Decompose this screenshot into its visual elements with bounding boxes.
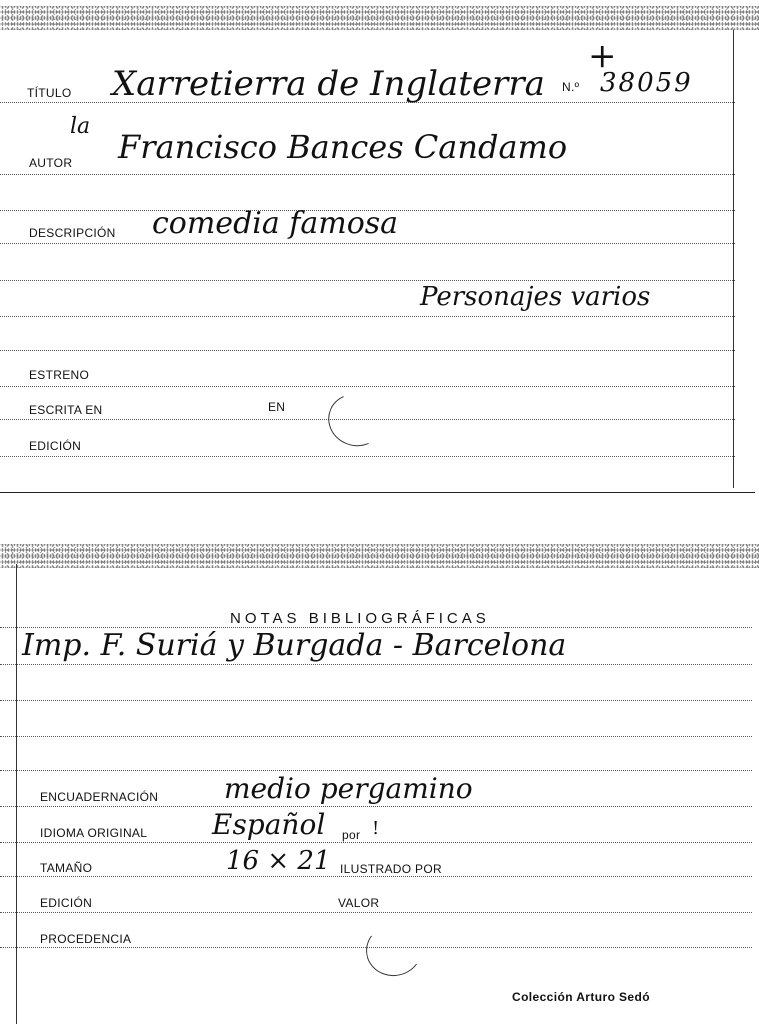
tamano-value: 16 × 21 xyxy=(226,846,331,876)
card-top-edge xyxy=(0,6,759,30)
escrita-label: ESCRITA EN xyxy=(29,403,103,417)
estreno-label: ESTRENO xyxy=(29,368,90,382)
numero-label: N.º xyxy=(562,80,580,94)
procedencia-label: PROCEDENCIA xyxy=(40,932,132,946)
ilustrado-label: ILUSTRADO POR xyxy=(340,862,442,876)
catalog-card-top xyxy=(0,0,759,494)
hole-punch-mark-2 xyxy=(362,920,426,981)
rule-blank-3 xyxy=(0,316,735,317)
coleccion-credit: Colección Arturo Sedó xyxy=(512,990,650,1004)
rule-descripcion xyxy=(0,243,735,244)
rule-edicion xyxy=(0,456,735,457)
titulo-label: TÍTULO xyxy=(27,86,72,100)
rule-idioma xyxy=(0,842,752,843)
catalog-card-bottom xyxy=(0,540,759,1028)
rule-edicion-2 xyxy=(0,912,752,913)
por-label: por xyxy=(342,828,361,842)
autor-label: AUTOR xyxy=(29,156,73,170)
cross-mark: + xyxy=(588,36,617,76)
notas-value: Imp. F. Suriá y Burgada - Barcelona xyxy=(22,628,567,663)
numero-value: 38059 xyxy=(600,68,693,98)
tamano-label: TAMAÑO xyxy=(40,861,93,875)
en-label: EN xyxy=(268,400,286,414)
card-bottom-edge xyxy=(0,544,759,568)
descripcion-value: comedia famosa xyxy=(152,206,399,241)
rule-notas-4 xyxy=(0,770,752,771)
rule-encuadernacion xyxy=(0,806,752,807)
rule-tamano xyxy=(0,876,752,877)
hole-punch-mark xyxy=(321,386,391,454)
valor-label: VALOR xyxy=(338,896,380,910)
rule-blank-4 xyxy=(0,350,735,351)
personajes-value: Personajes varios xyxy=(420,282,651,312)
encuadernacion-label: ENCUADERNACIÓN xyxy=(40,790,159,804)
autor-value: Francisco Bances Candamo xyxy=(118,128,568,166)
titulo-prefix: la xyxy=(70,114,91,139)
edicion-label: EDICIÓN xyxy=(29,439,82,453)
encuadernacion-value: medio pergamino xyxy=(224,772,473,805)
card-top-bottom-edge xyxy=(0,492,755,493)
rule-notas-2 xyxy=(0,700,752,701)
rule-autor xyxy=(0,174,735,175)
card-left-border xyxy=(16,564,17,1024)
rule-estreno xyxy=(0,386,735,387)
edicion-label-2: EDICIÓN xyxy=(40,896,93,910)
descripcion-label: DESCRIPCIÓN xyxy=(29,226,116,240)
idioma-value: Español xyxy=(212,808,326,841)
rule-blank-2 xyxy=(0,280,735,281)
rule-notas-1 xyxy=(0,664,752,665)
por-value: ! xyxy=(372,818,380,839)
titulo-value: Xarretierra de Inglaterra xyxy=(112,64,545,104)
idioma-label: IDIOMA ORIGINAL xyxy=(40,826,148,840)
rule-notas-3 xyxy=(0,736,752,737)
notas-bibliograficas-title: NOTAS BIBLIOGRÁFICAS xyxy=(230,610,490,627)
